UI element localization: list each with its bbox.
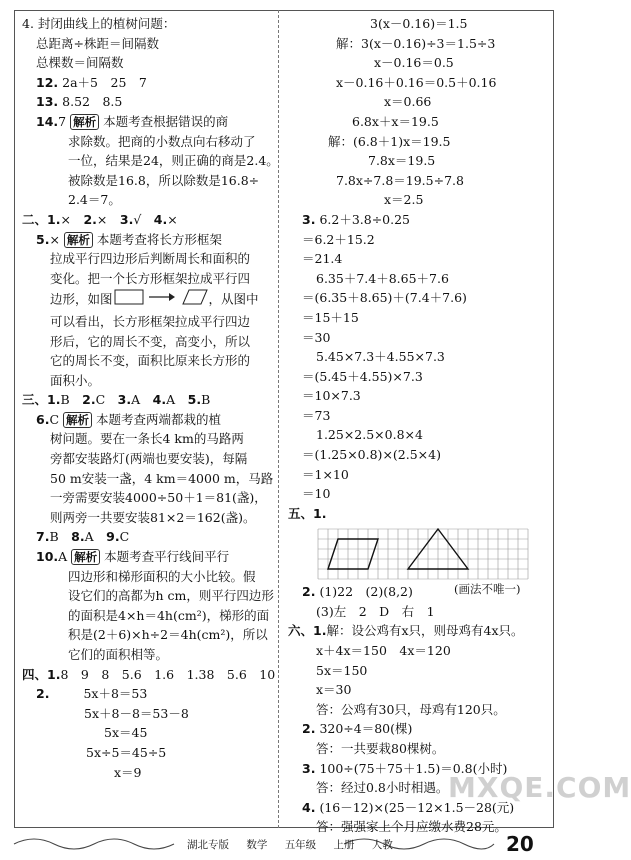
equation-line: 7.8x÷7.8＝19.5÷7.8 [336, 172, 464, 188]
footer-info [187, 837, 407, 852]
equation-line: x＝9 [114, 764, 142, 780]
analysis-tag: 解析 [64, 232, 93, 248]
line: 树问题。要在一条长4 km的马路两 [50, 431, 244, 447]
answers-7-9: 7.B 8.A 9.C [36, 529, 130, 545]
line: 则两旁一共要安装81×2＝162(盏)。 [50, 509, 256, 525]
answer-10: 10.A 解析 本题考查平行线间平行 [36, 549, 230, 565]
line: 一旁需要安装4000÷50＋1＝81(盏)， [50, 490, 267, 506]
line: 答：强强家上个月应缴水费28元。 [316, 819, 507, 835]
answer-2: 2. 320÷4＝80(棵) [302, 721, 413, 737]
analysis-tag: 解析 [71, 549, 100, 565]
equation-line: x－0.16＝0.5 [374, 55, 454, 71]
answer-3: 3. 6.2＋3.8÷0.25 [302, 211, 411, 227]
equation-line: 3(x－0.16)＝1.5 [370, 16, 468, 31]
line: 4. 封闭曲线上的植树问题： [22, 16, 176, 31]
equation-line: 5.45×7.3＋4.55×7.3 [316, 349, 445, 365]
equation-line: 6.35＋7.4＋8.65＋7.6 [316, 270, 449, 286]
answer-3: 3. 100÷(75＋75＋1.5)＝0.8(小时) [302, 760, 508, 776]
answer-5: 5.× 解析 本题考查将长方形框架 [36, 231, 222, 247]
equation-line: ＝(5.45＋4.55)×7.3 [302, 368, 423, 384]
equation-line: 5x＋8－8＝53－8 [84, 705, 189, 721]
line: 四边形和梯形面积的大小比较。假 [68, 568, 256, 584]
grid-drawing [318, 529, 528, 583]
answer-12: 12. 2a＋5 25 7 [36, 74, 147, 90]
equation-line: x＝30 [316, 682, 352, 698]
equation-line: ＝(1.25×0.8)×(2.5×4) [302, 447, 441, 463]
equation-line: ＝30 [302, 329, 331, 345]
equation-line: 5x÷5＝45÷5 [86, 744, 167, 760]
answer-6: 6.C 解析 本题考查两端都栽的植 [36, 411, 222, 427]
equation-line: x＋4x＝150 4x＝120 [316, 643, 451, 659]
equation-line: 6.8x＋x＝19.5 [352, 113, 439, 129]
equation-line: ＝10 [302, 486, 331, 502]
line: 答：经过0.8小时相遇。 [316, 780, 449, 796]
left-column [22, 14, 279, 782]
equation-line: 1.25×2.5×0.8×4 [316, 427, 423, 443]
equation-line: 5x＝45 [104, 725, 148, 741]
rectangle-to-parallelogram-figure [113, 288, 209, 312]
answer-14: 14.7 解析 本题考查根据错误的商 [36, 113, 229, 129]
column-divider [278, 10, 279, 828]
right-column [288, 14, 550, 837]
line: (3)左 2 D 右 1 [316, 603, 435, 619]
analysis-tag: 解析 [63, 412, 92, 428]
answer-4: 4. (16－12)×(25－12×1.5－28(元) [302, 799, 515, 815]
page-footer [0, 830, 574, 858]
line: 答：一共要栽80棵树。 [316, 740, 445, 756]
line: 可以看出，长方形框架拉成平行四边 [50, 313, 251, 329]
watermark: MXQE.COM [448, 771, 631, 804]
drawing-note: (画法不唯一) [454, 582, 521, 596]
analysis-tag: 解析 [70, 114, 99, 130]
section-6-answer-1: 六、1.解：设公鸡有x只，则母鸡有4x只。 [288, 623, 524, 639]
subject-label: 数学 [246, 839, 268, 851]
equation-line: ＝1×10 [302, 466, 349, 482]
equation-line: x＝2.5 [384, 192, 424, 208]
line: 2.4＝7。 [68, 192, 121, 208]
line: 面积小。 [50, 372, 101, 388]
equation-line: x＝0.66 [384, 94, 432, 110]
equation-line: x－0.16＋0.16＝0.5＋0.16 [336, 74, 497, 90]
grade-label: 五年级 [284, 839, 317, 851]
equation-line: 5x＝150 [316, 662, 368, 678]
line: 变化。把一个长方形框架拉成平行四 [50, 270, 251, 286]
equation-line: ＝(6.35＋8.65)＋(7.4＋7.6) [302, 290, 467, 306]
equation-line: ＝21.4 [302, 251, 343, 267]
equation-line: ＝10×7.3 [302, 388, 361, 404]
section-5-label: 五、1. [288, 505, 327, 521]
answer-13: 13. 8.52 8.5 [36, 94, 123, 110]
line: 总距离÷株距＝间隔数 [36, 35, 159, 51]
line: 50 m安装一盏，4 km＝4000 m，马路 [50, 470, 274, 486]
line: 答：公鸡有30只，母鸡有120只。 [316, 701, 506, 717]
publisher-label: 人教 [371, 839, 393, 851]
line: 拉成平行四边形后判断周长和面积的 [50, 251, 251, 267]
equation-line: 解：(6.8＋1)x＝19.5 [328, 133, 451, 149]
equation-line: 2. 5x＋8＝53 [36, 686, 148, 702]
section-4-answers: 四、1.8 9 8 5.6 1.6 1.38 5.6 10 [22, 666, 276, 682]
equation-line: 解：3(x－0.16)÷3＝1.5÷3 [336, 35, 496, 51]
line: 一位，结果是24，则正确的商是2.4。 [68, 153, 279, 169]
equation-line: 7.8x＝19.5 [368, 153, 436, 169]
line: 形后，它的周长不变，高变小，所以 [50, 333, 251, 349]
page-number: 20 [506, 832, 534, 856]
equation-line: ＝73 [302, 407, 331, 423]
drawn-parallelogram [328, 539, 378, 569]
line: 旁都安装路灯(两端也要安装)，每隔 [50, 451, 248, 467]
term-label: 上册 [333, 839, 355, 851]
line: 它的周长不变，面积比原来长方形的 [50, 353, 251, 369]
line: 它们的面积相等。 [68, 647, 169, 662]
section-3-answers: 三、1.B 2.C 3.A 4.A 5.B [22, 392, 211, 408]
line: 求除数。把商的小数点向右移动了 [68, 133, 256, 149]
line: 总棵数＝间隔数 [36, 55, 124, 71]
line: 的面积是4×h＝4h(cm²)，梯形的面 [68, 607, 270, 623]
equation-line: ＝15＋15 [302, 309, 359, 325]
answer-2: 2. (1)22 (2)(8,2) [302, 584, 413, 600]
edition-label: 湖北专版 [187, 839, 229, 851]
line: 设它们的高都为h cm，则平行四边形 [68, 588, 274, 604]
equation-line: ＝6.2＋15.2 [302, 231, 375, 247]
line-with-figure: 边形，如图 ，从图中 [22, 288, 274, 312]
section-2-answers: 二、1.× 2.× 3.√ 4.× [22, 211, 178, 227]
line: 被除数是16.8，所以除数是16.8÷ [68, 172, 260, 188]
line: 积是(2＋6)×h÷2＝4h(cm²)，所以 [68, 627, 268, 643]
